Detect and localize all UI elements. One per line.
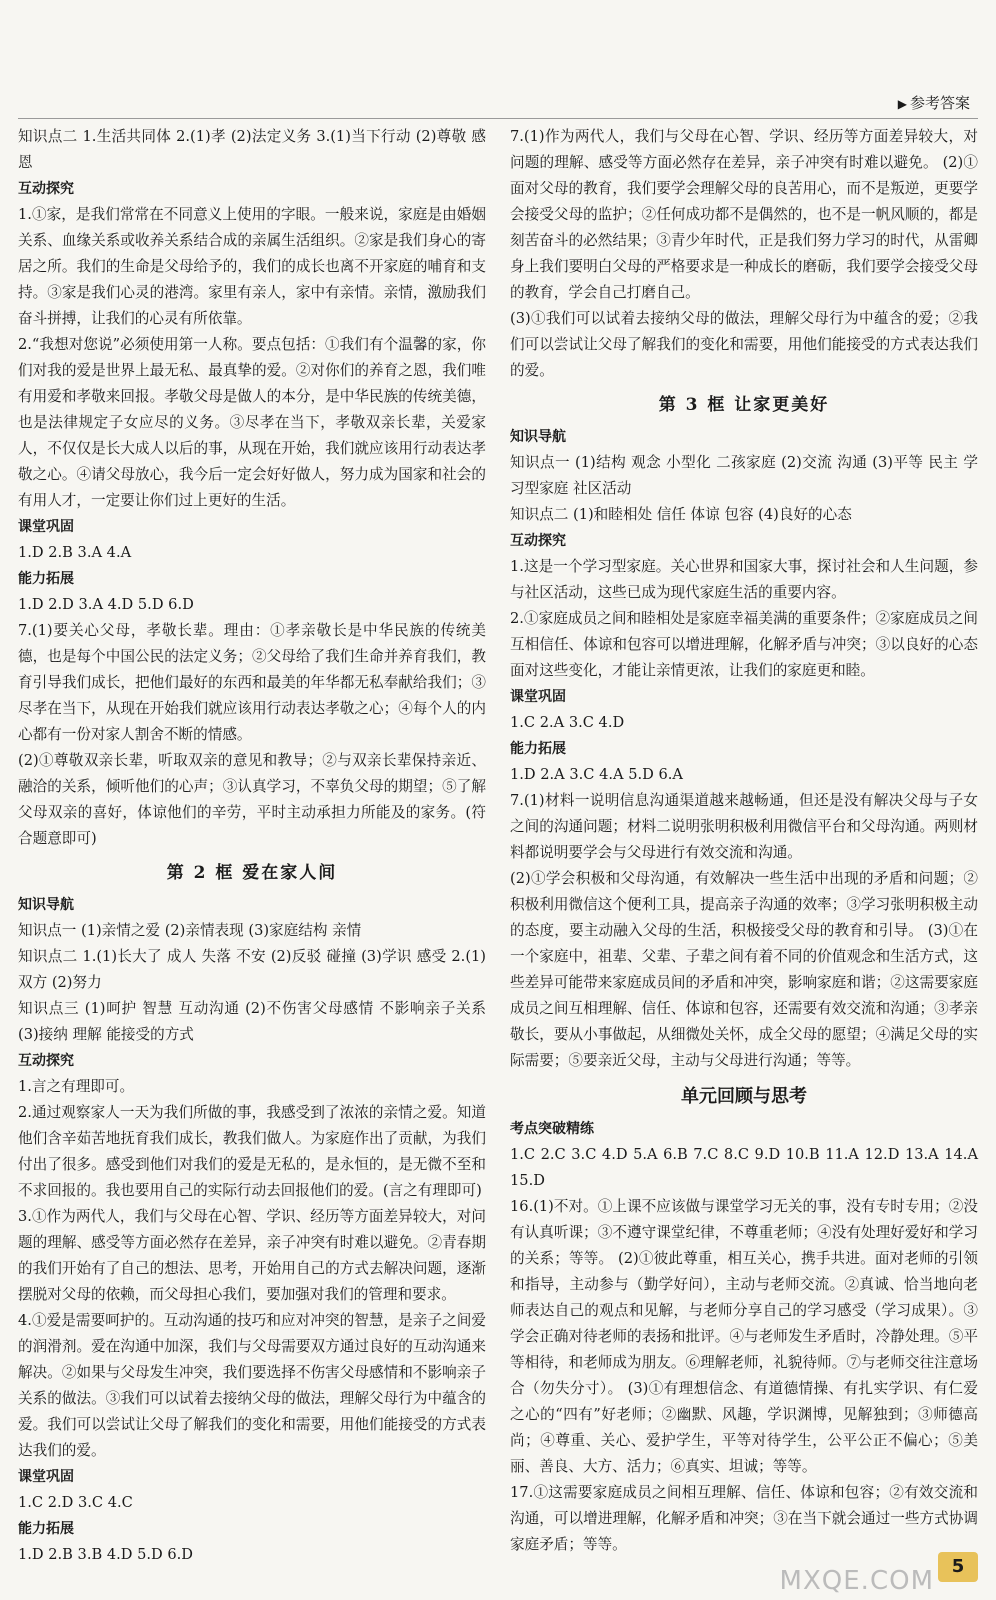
- section-heading: 能力拓展: [18, 1521, 74, 1537]
- page-number: 5: [938, 1552, 978, 1582]
- unit-title: 单元回顾与思考: [681, 1086, 807, 1107]
- section-heading: 互动探究: [18, 181, 74, 197]
- answer-paragraph: 1.这是一个学习型家庭。关心世界和国家大事，探讨社会和人生问题，参与社区活动，这些已成为现代家庭生活的重要内容。: [510, 558, 978, 601]
- answer-paragraph: 1.D 2.B 3.B 4.D 5.D 6.D: [18, 1546, 193, 1563]
- answer-paragraph: 知识点一 (1)亲情之爱 (2)亲情表现 (3)家庭结构 亲情: [18, 922, 362, 939]
- lesson-title: 第 2 框 爱在家人间: [166, 863, 338, 883]
- answer-paragraph: 7.(1)作为两代人，我们与父母在心智、学识、经历等方面差异较大，对问题的理解、感受等方面必然存在差异，亲子冲突有时难以避免。 (2)①面对父母的教育，我们要学会理解父母的良苦用心，而不是叛逆，更要学会接受父母的监护；②任何成功都不是偶然的，也不是一帆风顺的，都是刻苦奋斗的必然结果；③青少年时代，正是我们努力学习的时代，从雷卿身上我们要明白父母的严格要求是一种成长的磨砺，我们要学会接受父母的教育，学会自己打磨自己。: [510, 128, 978, 301]
- triangle-right-icon: ▶: [897, 97, 907, 111]
- answer-paragraph: 1.言之有理即可。: [18, 1078, 135, 1095]
- lesson-title: 第 3 框 让家更美好: [658, 395, 830, 415]
- left-column: [18, 124, 486, 1568]
- answer-paragraph: 知识点三 (1)呵护 智慧 互动沟通 (2)不伤害父母感情 不影响亲子关系 (3)接纳 理解 能接受的方式: [18, 1000, 486, 1043]
- answer-paragraph: 知识点二 1.(1)长大了 成人 失落 不安 (2)反驳 碰撞 (3)学识 感受 2.(1)双方 (2)努力: [18, 948, 486, 991]
- answer-paragraph: 1.D 2.D 3.A 4.D 5.D 6.D: [18, 596, 194, 613]
- answer-paragraph: 1.C 2.D 3.C 4.C: [18, 1494, 133, 1511]
- section-heading: 课堂巩固: [510, 689, 566, 705]
- answer-paragraph: (2)①学会积极和父母沟通，有效解决一些生活中出现的矛盾和问题；②积极利用微信这个便利工具，提高亲子沟通的效率；③学习张明积极主动的态度，要主动融入父母的生活，积极接受父母的教育和引导。 (3)①在一个家庭中，祖辈、父辈、子辈之间有着不同的价值观念和生活方式，这些差异可能带来家庭成员间的矛盾和冲突，影响家庭和谐；②这需要家庭成员之间互相理解、信任、体谅和包容，还需要有效交流和沟通；③孝亲敬长，要从小事做起，从细微处关怀，成全父母的愿望；④满足父母的实际需要；⑤要亲近父母，主动与父母进行沟通；等等。: [510, 870, 978, 1069]
- answer-paragraph: 知识点一 (1)结构 观念 小型化 二孩家庭 (2)交流 沟通 (3)平等 民主 学习型家庭 社区活动: [510, 454, 978, 497]
- header-rule: [18, 118, 978, 119]
- answer-paragraph: (3)①我们可以试着去接纳父母的做法，理解父母行为中蕴含的爱；②我们可以尝试让父母了解我们的变化和需要，用他们能接受的方式表达我们的爱。: [510, 310, 978, 379]
- answer-paragraph: 2.通过观察家人一天为我们所做的事，我感受到了浓浓的亲情之爱。知道他们含辛茹苦地抚育我们成长，教我们做人。为家庭作出了贡献，为我们付出了很多。感受到他们对我们的爱是无私的，是永恒的，是无微不至和不求回报的。我也要用自己的实际行动去回报他们的爱。(言之有理即可): [18, 1104, 486, 1199]
- section-heading: 知识导航: [18, 897, 74, 913]
- right-column: [510, 124, 978, 1558]
- watermark: MXQE.COM: [779, 1566, 934, 1596]
- answer-paragraph: 知识点二 (1)和睦相处 信任 体谅 包容 (4)良好的心态: [510, 506, 852, 523]
- section-heading: 知识导航: [510, 429, 566, 445]
- answer-paragraph: 1.D 2.B 3.A 4.A: [18, 544, 132, 561]
- answer-paragraph: 2.“我想对您说”必须使用第一人称。要点包括：①我们有个温馨的家，你们对我的爱是世界上最无私、最真挚的爱。②对你们的养育之恩，我们唯有用爱和孝敬来回报。孝敬父母是做人的本分，是中华民族的传统美德，也是法律规定子女应尽的义务。③尽孝在当下，孝敬双亲长辈，关爱家人，不仅仅是长大成人以后的事，从现在开始，我们就应该用行动表达孝敬之心。④请父母放心，我今后一定会好好做人，努力成为国家和社会的有用人才，一定要让你们过上更好的生活。: [18, 336, 486, 509]
- answer-paragraph: 7.(1)要关心父母，孝敬长辈。理由：①孝亲敬长是中华民族的传统美德，也是每个中国公民的法定义务；②父母给了我们生命并养育我们，教育引导我们成长，把他们最好的东西和最美的年华都无私奉献给我们；③尽孝在当下，从现在开始我们就应该用行动表达孝敬之心；④每个人的内心都有一份对家人割舍不断的情感。: [18, 622, 486, 743]
- answer-paragraph: 17.①这需要家庭成员之间相互理解、信任、体谅和包容；②有效交流和沟通，可以增进理解，化解矛盾和冲突；③在当下就会通过一些方式协调家庭矛盾；等等。: [510, 1484, 978, 1553]
- answer-paragraph: 1.①家，是我们常常在不同意义上使用的字眼。一般来说，家庭是由婚姻关系、血缘关系或收养关系结合成的亲属生活组织。②家是我们身心的寄居之所。我们的生命是父母给予的，我们的成长也离不开家庭的哺育和支持。③家是我们心灵的港湾。家里有亲人，家中有亲情。亲情，激励我们奋斗拼搏，让我们的心灵有所依靠。: [18, 206, 486, 327]
- answer-paragraph: 1.C 2.C 3.C 4.D 5.A 6.B 7.C 8.C 9.D 10.B 11.A 12.D 13.A 14.A 15.D: [510, 1146, 978, 1189]
- section-heading: 能力拓展: [510, 741, 566, 757]
- section-heading: 互动探究: [18, 1053, 74, 1069]
- answer-paragraph: 4.①爱是需要呵护的。互动沟通的技巧和应对冲突的智慧，是亲子之间爱的润滑剂。爱在沟通中加深，我们与父母需要双方通过良好的互动沟通来解决。②如果与父母发生冲突，我们要选择不伤害父母感情和不影响亲子关系的做法。③我们可以试着去接纳父母的做法，理解父母行为中蕴含的爱。我们可以尝试让父母了解我们的变化和需要，用他们能接受的方式表达我们的爱。: [18, 1312, 486, 1459]
- section-heading: 能力拓展: [18, 571, 74, 587]
- answer-paragraph: (2)①尊敬双亲长辈，听取双亲的意见和教导；②与双亲长辈保持亲近、融洽的关系，倾听他们的心声；③认真学习，不辜负父母的期望；⑤了解父母双亲的喜好，体谅他们的辛劳，平时主动承担力所能及的家务。(符合题意即可): [18, 752, 486, 847]
- answer-paragraph: 知识点二 1.生活共同体 2.(1)孝 (2)法定义务 3.(1)当下行动 (2)尊敬 感恩: [18, 128, 486, 171]
- answer-paragraph: 7.(1)材料一说明信息沟通渠道越来越畅通，但还是没有解决父母与子女之间的沟通问题；材料二说明张明积极利用微信平台和父母沟通。两则材料都说明要学会与父母进行有效交流和沟通。: [510, 792, 978, 861]
- section-heading: 互动探究: [510, 533, 566, 549]
- section-heading: 考点突破精练: [510, 1121, 594, 1137]
- answer-paragraph: 1.C 2.A 3.C 4.D: [510, 714, 625, 731]
- section-heading: 课堂巩固: [18, 1469, 74, 1485]
- page-header: [898, 92, 970, 113]
- answer-paragraph: 1.D 2.A 3.C 4.A 5.D 6.A: [510, 766, 683, 783]
- header-title: 参考答案: [909, 94, 970, 112]
- answer-paragraph: 16.(1)不对。①上课不应该做与课堂学习无关的事，没有专时专用；②没有认真听课；③不遵守课堂纪律，不尊重老师；④没有处理好爱好和学习的关系；等等。 (2)①彼此尊重，相互关心，携手共进。面对老师的引领和指导，主动参与（勤学好问），主动与老师交流。②真诚、恰当地向老师表达自己的观点和见解，与老师分享自己的学习感受（学习成果）。③学会正确对待老师的表扬和批评。④与老师发生矛盾时，冷静处理。⑤平等相待，和老师成为朋友。⑥理解老师，礼貌待师。⑦与老师交往注意场合（勿失分寸）。 (3)①有理想信念、有道德情操、有扎实学识、有仁爱之心的“四有”好老师；②幽默、风趣，学识渊博，见解独到；③师德高尚；④尊重、关心、爱护学生，平等对待学生，公平公正不偏心；⑤美丽、善良、大方、活力；⑥真实、坦诚；等等。: [510, 1198, 978, 1475]
- answer-paragraph: 3.①作为两代人，我们与父母在心智、学识、经历等方面差异较大，对问题的理解、感受等方面必然存在差异，亲子冲突有时难以避免。②青春期的我们开始有了自己的想法、思考，开始用自己的方式去解决问题，逐渐摆脱对父母的依赖，而父母担心我们，要加强对我们的管理和要求。: [18, 1208, 486, 1303]
- section-heading: 课堂巩固: [18, 519, 74, 535]
- answer-paragraph: 2.①家庭成员之间和睦相处是家庭幸福美满的重要条件；②家庭成员之间互相信任、体谅和包容可以增进理解，化解矛盾与冲突；③以良好的心态面对这些变化，才能让亲情更浓，让我们的家庭更和睦。: [510, 610, 978, 679]
